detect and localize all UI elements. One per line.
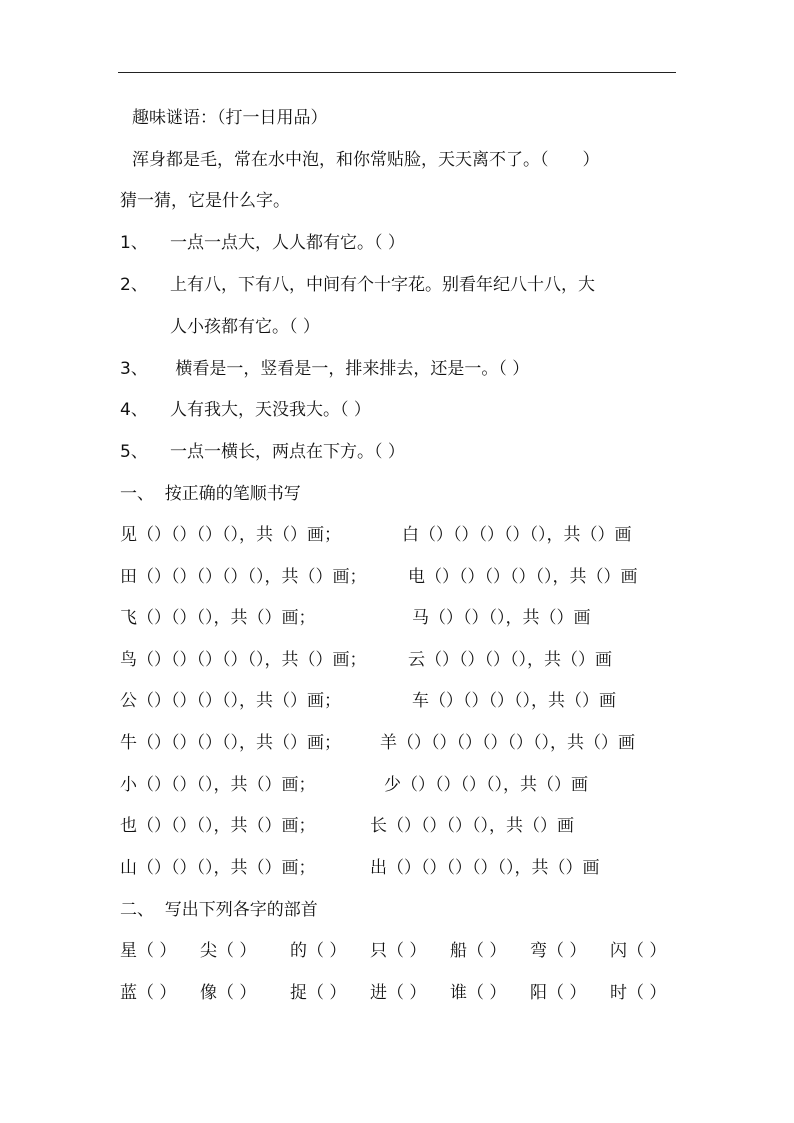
radical-item: 弯（ ） bbox=[530, 941, 587, 961]
stroke-row-right: 长（）（）（）（），共（）画 bbox=[370, 816, 574, 836]
stroke-row-left: 也（）（）（），共（）画； bbox=[120, 816, 316, 836]
stroke-row-right: 出（）（）（）（）（），共（）画 bbox=[370, 858, 600, 878]
stroke-row-right: 电（）（）（）（）（），共（）画 bbox=[408, 567, 638, 587]
guess-item-number: 4、 bbox=[120, 400, 148, 420]
radical-item: 阳（ ） bbox=[530, 983, 587, 1003]
radical-item: 尖（ ） bbox=[200, 941, 257, 961]
guess-item-text: 横看是一，竖看是一，排来排去，还是一。（ ） bbox=[170, 359, 530, 379]
stroke-row-left: 小（）（）（），共（）画； bbox=[120, 775, 316, 795]
radical-item: 谁（ ） bbox=[450, 983, 507, 1003]
stroke-row-right: 羊（）（）（）（）（）（），共（）画 bbox=[380, 733, 635, 753]
radical-item: 的（ ） bbox=[290, 941, 347, 961]
radical-item: 蓝（ ） bbox=[120, 983, 177, 1003]
stroke-row-right: 云（）（）（）（），共（）画 bbox=[408, 650, 612, 670]
stroke-row-left: 牛（）（）（）（），共（）画； bbox=[120, 733, 341, 753]
radical-item: 时（ ） bbox=[610, 983, 667, 1003]
stroke-row-right: 白（）（）（）（）（），共（）画 bbox=[402, 525, 632, 545]
section2-title: 二、 写出下列各字的部首 bbox=[120, 900, 318, 920]
guess-item-number: 5、 bbox=[120, 442, 148, 462]
stroke-row-left: 山（）（）（），共（）画； bbox=[120, 858, 316, 878]
stroke-row-left: 见（）（）（）（），共（）画； bbox=[120, 525, 341, 545]
radical-item: 捉（ ） bbox=[290, 983, 347, 1003]
stroke-row-left: 飞（）（）（），共（）画； bbox=[120, 608, 316, 628]
guess-item-number: 1、 bbox=[120, 233, 148, 253]
stroke-row-right: 车（）（）（）（），共（）画 bbox=[412, 691, 616, 711]
stroke-row-left: 鸟（）（）（）（）（），共（）画； bbox=[120, 650, 367, 670]
guess-item-number: 3、 bbox=[120, 359, 148, 379]
radical-item: 只（ ） bbox=[370, 941, 427, 961]
radical-item: 星（ ） bbox=[120, 941, 177, 961]
header-rule bbox=[118, 72, 676, 73]
guess-item-text: 上有八，下有八，中间有个十字花。别看年纪八十八，大 bbox=[170, 275, 595, 295]
radical-item: 进（ ） bbox=[370, 983, 427, 1003]
stroke-row-left: 田（）（）（）（）（），共（）画； bbox=[120, 567, 367, 587]
riddle-title: 趣味谜语：（打一日用品） bbox=[132, 108, 328, 128]
stroke-row-left: 公（）（）（）（），共（）画； bbox=[120, 691, 341, 711]
section1-title: 一、 按正确的笔顺书写 bbox=[120, 484, 301, 504]
radical-item: 闪（ ） bbox=[610, 941, 667, 961]
guess-item-text: 人有我大，天没我大。（ ） bbox=[170, 400, 371, 420]
guess-item-number: 2、 bbox=[120, 275, 148, 295]
guess-item-text: 人小孩都有它。（ ） bbox=[170, 317, 320, 337]
radical-item: 像（ ） bbox=[200, 983, 257, 1003]
riddle-text: 浑身都是毛，常在水中泡，和你常贴脸，天天离不了。（ ） bbox=[132, 150, 600, 170]
guess-item-text: 一点一点大，人人都有它。（ ） bbox=[170, 233, 405, 253]
stroke-row-right: 马（）（）（），共（）画 bbox=[412, 608, 591, 628]
radical-item: 船（ ） bbox=[450, 941, 507, 961]
guess-heading: 猜一猜，它是什么字。 bbox=[120, 191, 290, 211]
guess-item-text: 一点一横长，两点在下方。（ ） bbox=[170, 442, 405, 462]
stroke-row-right: 少（）（）（）（），共（）画 bbox=[384, 775, 588, 795]
